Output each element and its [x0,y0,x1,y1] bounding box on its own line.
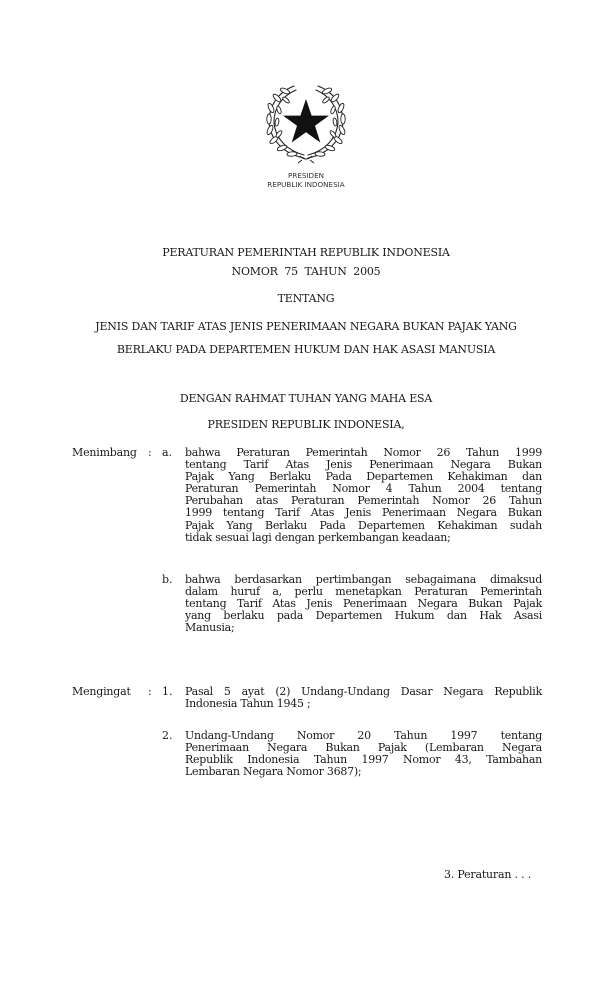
text-line: Penerimaan Negara Bukan Pajak (Lembaran Negara [185,741,542,755]
text-line: Peraturan Pemerintah Nomor 4 Tahun 2004 tentang [185,482,542,496]
text-line: bahwa Peraturan Pemerintah Nomor 26 Tahun 1999 [185,446,542,459]
mengingat-item-2 [185,730,542,778]
menimbang-item-a-marker: a. [162,446,173,459]
regulation-number: NOMOR 75 TAHUN 2005 [231,265,381,278]
text-line: 1999 tentang Tarif Atas Jenis Penerimaan Negara Bukan [185,506,542,520]
text-line: yang berlaku pada Departemen Hukum dan Hak Asasi [185,609,542,623]
emblem-caption-republic: REPUBLIK INDONESIA [267,180,345,189]
text-line: Lembaran Negara Nomor 3687); [185,765,362,779]
mengingat-item-1-marker: 1. [162,685,173,698]
invocation: DENGAN RAHMAT TUHAN YANG MAHA ESA [179,392,433,405]
menimbang-colon: : [148,446,152,459]
mengingat-label: Mengingat [72,685,131,698]
text-line: Undang-Undang Nomor 20 Tahun 1997 tentang [185,729,542,742]
issuer: PRESIDEN REPUBLIK INDONESIA, [207,418,405,431]
text-line: tidak sesuai lagi dengan perkembangan keadaan; [185,530,451,544]
mengingat-item-1 [185,686,542,710]
regulation-subject-line2: BERLAKU PADA DEPARTEMEN HUKUM DAN HAK ASASI MANUSIA [116,343,496,356]
text-line: Republik Indonesia Tahun 1997 Nomor 43, Tambahan [185,753,542,767]
menimbang-item-b-marker: b. [162,573,173,586]
text-line: Manusia; [185,621,235,635]
menimbang-item-a [185,447,542,544]
text-line: bahwa berdasarkan pertimbangan sebagaimana dimaksud [185,573,542,586]
about-heading: TENTANG [277,292,335,305]
text-line: Indonesia Tahun 1945 ; [185,697,311,711]
text-line: Perubahan atas Peraturan Pemerintah Nomor 26 Tahun [185,494,542,508]
presidential-emblem-icon [264,82,348,164]
regulation-title: PERATURAN PEMERINTAH REPUBLIK INDONESIA [162,246,450,259]
text-line: Pajak Yang Berlaku Pada Departemen Kehakiman sudah [185,518,542,532]
text-line: dalam huruf a, perlu menetapkan Peraturan Pemerintah [185,585,542,599]
mengingat-colon: : [148,685,152,698]
menimbang-label: Menimbang [72,446,137,459]
regulation-subject-line1: JENIS DAN TARIF ATAS JENIS PENERIMAAN NEGARA BUKAN PAJAK YANG [95,320,517,333]
menimbang-item-b [185,574,542,634]
emblem-caption-president: PRESIDEN [287,171,324,180]
page-continuation-marker: 3. Peraturan . . . [444,868,532,881]
text-line: tentang Tarif Atas Jenis Penerimaan Negara Bukan Pajak [185,597,542,611]
text-line: Pajak Yang Berlaku Pada Departemen Kehakiman dan [185,470,542,484]
text-line: tentang Tarif Atas Jenis Penerimaan Negara Bukan [185,458,542,472]
text-line: Pasal 5 ayat (2) Undang-Undang Dasar Negara Republik [185,685,542,698]
mengingat-item-2-marker: 2. [162,729,173,742]
